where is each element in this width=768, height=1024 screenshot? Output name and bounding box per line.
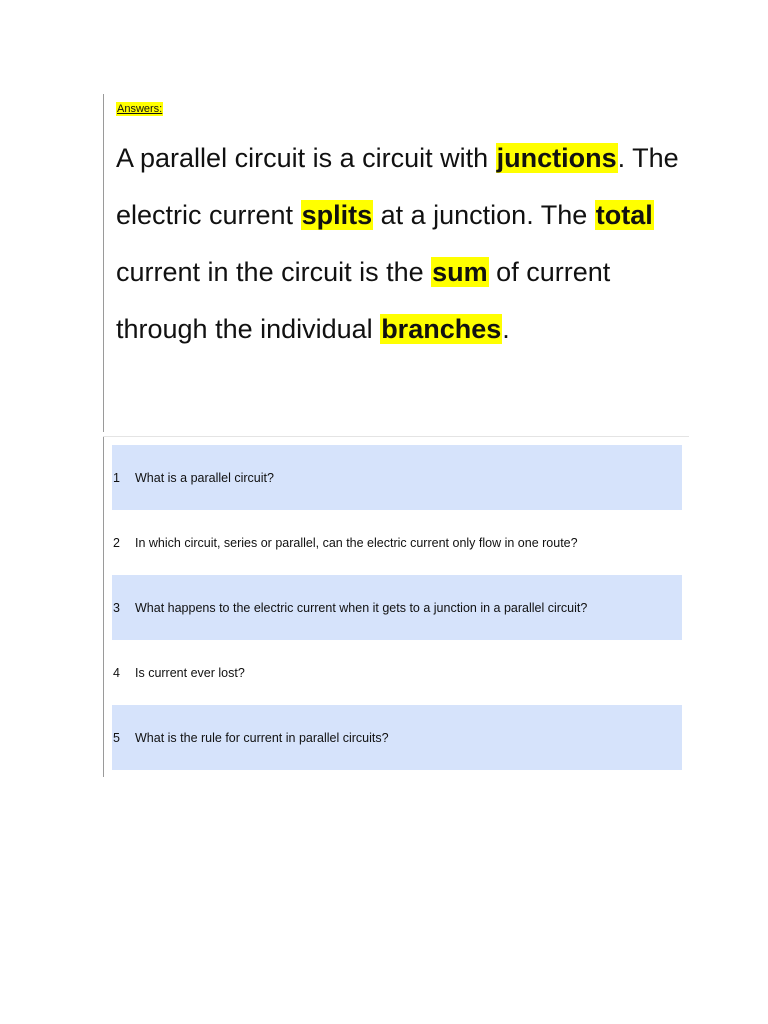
answer-text-segment: . xyxy=(502,314,510,344)
question-text: What is the rule for current in parallel circuits? xyxy=(135,730,389,745)
question-number: 4 xyxy=(113,665,120,680)
question-number: 5 xyxy=(113,730,120,745)
section-divider xyxy=(103,436,689,437)
answer-text-segment: current in the circuit is the xyxy=(116,257,432,287)
answer-panel xyxy=(103,94,688,432)
questions-table xyxy=(112,445,682,770)
answer-text-segment: The electric current xyxy=(116,143,679,230)
question-text: What happens to the electric current when it gets to a junction in a parallel circuit? xyxy=(135,600,588,615)
answers-label: Answers: xyxy=(117,103,163,115)
answer-text-segment: . xyxy=(617,143,626,173)
question-number: 1 xyxy=(113,470,120,485)
question-row-4 xyxy=(112,640,682,705)
highlighted-term-sum: sum xyxy=(432,257,488,287)
question-row-1 xyxy=(112,445,682,510)
highlighted-term-splits: splits xyxy=(301,200,373,230)
question-row-5 xyxy=(112,705,682,770)
answer-paragraph xyxy=(116,130,686,358)
highlighted-term-total: total xyxy=(595,200,653,230)
answer-text-segment: of current through the individual xyxy=(116,257,611,344)
question-row-3 xyxy=(112,575,682,640)
questions-left-border xyxy=(103,437,104,777)
question-row-2 xyxy=(112,510,682,575)
question-text: Is current ever lost? xyxy=(135,665,245,680)
question-text: In which circuit, series or parallel, can the electric current only flow in one route? xyxy=(135,535,578,550)
highlighted-term-branches: branches xyxy=(381,314,502,344)
answer-text-segment: A parallel circuit is a circuit with xyxy=(116,143,496,173)
question-number: 3 xyxy=(113,600,120,615)
highlighted-term-junctions: junctions xyxy=(496,143,617,173)
question-text: What is a parallel circuit? xyxy=(135,470,274,485)
answer-text-segment: at a junction. The xyxy=(373,200,595,230)
question-number: 2 xyxy=(113,535,120,550)
